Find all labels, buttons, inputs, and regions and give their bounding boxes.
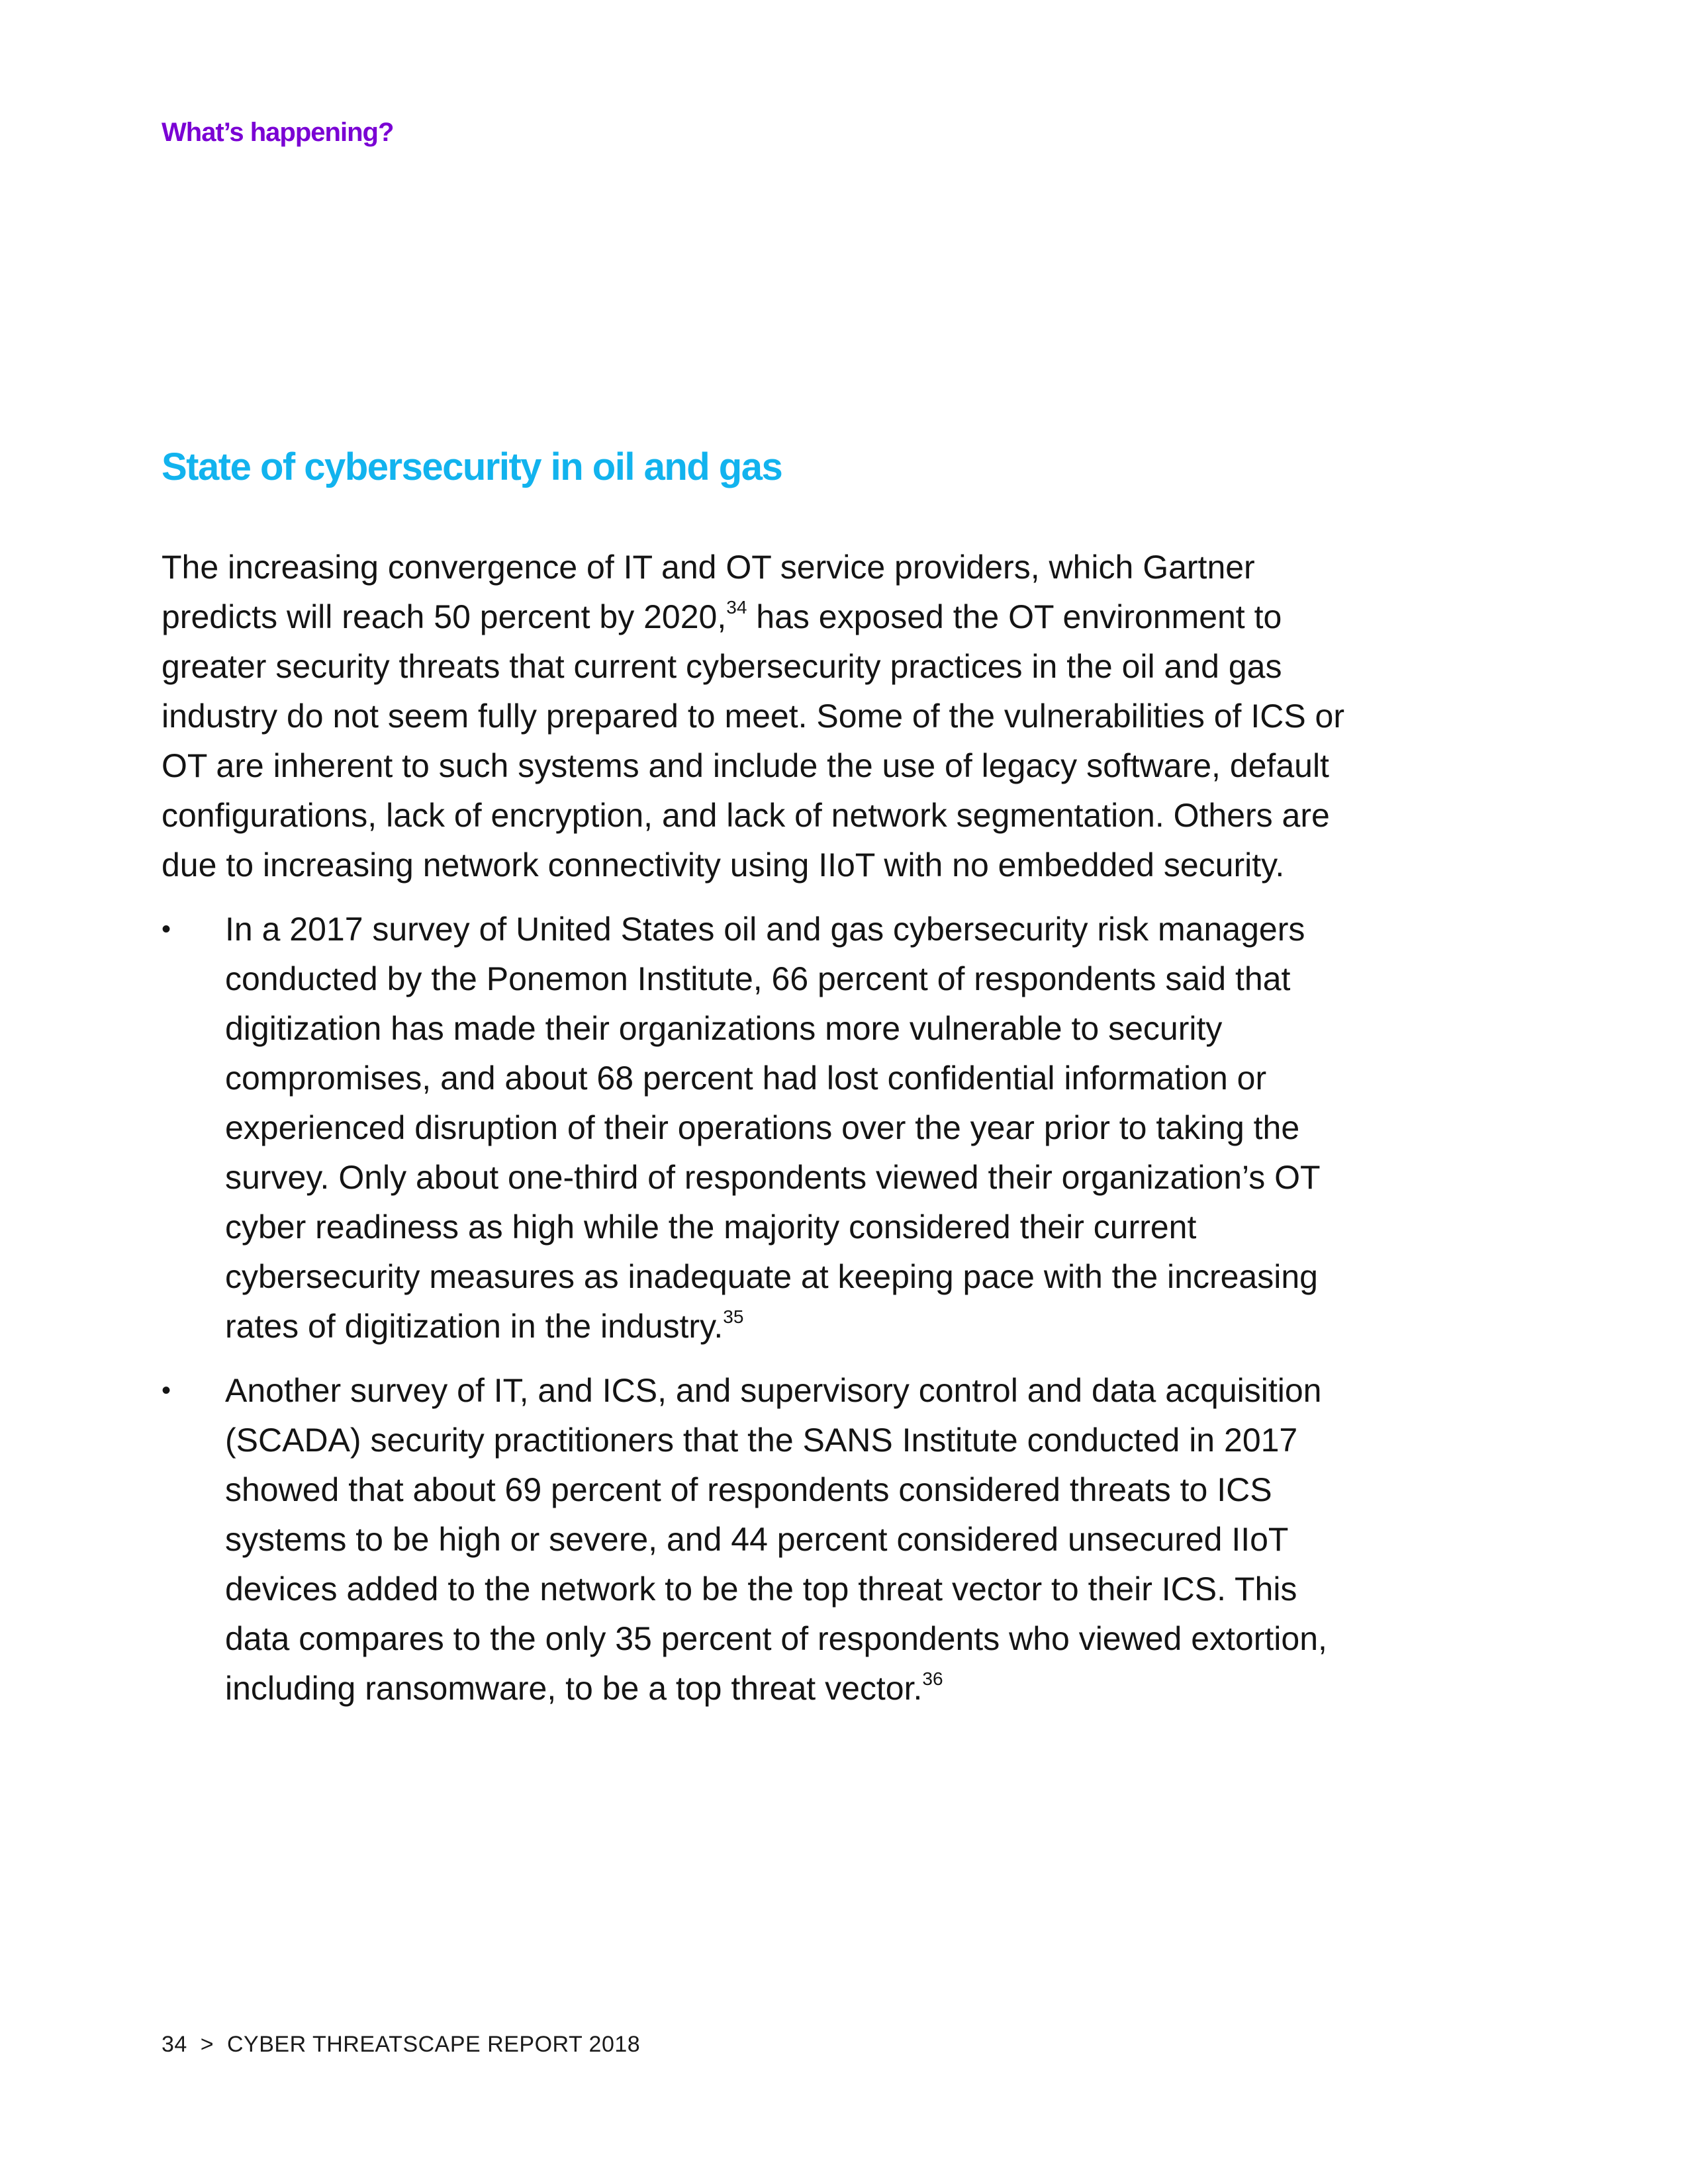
intro-text-end: has exposed the OT environment to greater security threats that current cybersecurity practices in the oil and gas industry do not seem fully prepared to meet. Some of the vulnerabilities of ICS or OT are inherent to such systems and include the use of legacy software, default configurations, lack of encryption, and lack of network segmentation. Others are due to increasing network connectivity using IIoT with no embedded security. xyxy=(162,598,1345,884)
page-number: 34 xyxy=(162,2032,187,2057)
intro-paragraph xyxy=(162,543,1366,890)
article-body xyxy=(162,543,1366,1728)
footer-separator: > xyxy=(200,2032,214,2057)
bullet-icon: • xyxy=(162,915,171,944)
bullet-item xyxy=(162,905,1366,1351)
footnote-ref-35: 35 xyxy=(723,1306,744,1327)
page-footer xyxy=(162,2032,640,2058)
bullet-icon: • xyxy=(162,1376,171,1405)
footnote-ref-36: 36 xyxy=(922,1668,943,1689)
article-title: State of cybersecurity in oil and gas xyxy=(162,445,782,488)
bullet-list xyxy=(162,905,1366,1713)
bullet-text: Another survey of IT, and ICS, and supervisory control and data acquisition (SCADA) security practitioners that the SANS Institute conducted in 2017 showed that about 69 percent of respondents considered threats to ICS systems to be high or severe, and 44 percent considered unsecured IIoT devices added to the network to be the top threat vector to their ICS. This data compares to the only 35 percent of respondents who viewed extortion, including ransomware, to be a top threat vector. xyxy=(225,1372,1327,1707)
bullet-text: In a 2017 survey of United States oil and gas cybersecurity risk managers conducted by the Ponemon Institute, 66 percent of respondents said that digitization has made their organizations more vulnerable to security compromises, and about 68 percent had lost confidential information or experienced disruption of their operations over the year prior to taking the survey. Only about one-third of respondents viewed their organization’s OT cyber readiness as high while the majority considered their current cybersecurity measures as inadequate at keeping pace with the increasing rates of digitization in the industry. xyxy=(225,911,1320,1345)
bullet-item xyxy=(162,1366,1366,1713)
report-title: CYBER THREATSCAPE REPORT 2018 xyxy=(227,2032,641,2057)
section-label: What’s happening? xyxy=(162,118,394,147)
footnote-ref-34: 34 xyxy=(726,597,747,617)
intro-text-start: The increasing convergence of IT and OT service providers, which Gartner predicts will reach 50 percent by 2020, xyxy=(162,549,1255,635)
